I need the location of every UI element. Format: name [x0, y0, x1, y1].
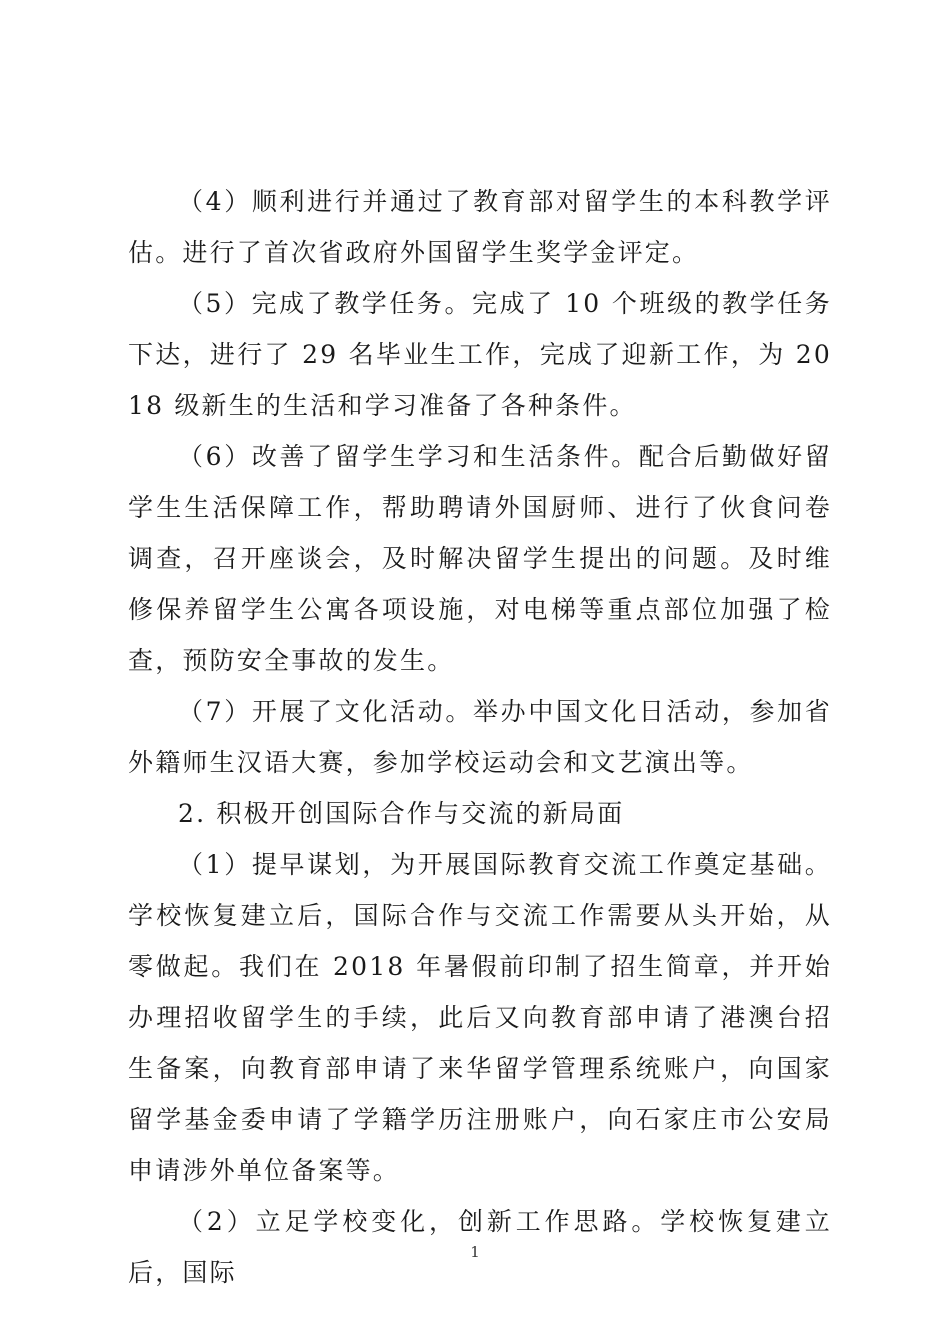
paragraph-subitem-1: （1）提早谋划，为开展国际教育交流工作奠定基础。学校恢复建立后，国际合作与交流工作需要从头开始，从零做起。我们在 2018 年暑假前印制了招生简章，并开始办理招收留学生的手续，此后又向教育部申请了港澳台招生备案，向教育部申请了来华留学管理系统账户，向国家留学基金委申请了学籍学历注册账户，向石家庄市公安局申请涉外单位备案等。 [128, 850, 832, 1185]
paragraph-subitem-2: （2）立足学校变化，创新工作思路。学校恢复建立后，国际 [128, 1207, 832, 1287]
page-number: 1 [470, 1243, 480, 1261]
section-heading-2: 2. 积极开创国际合作与交流的新局面 [178, 799, 625, 828]
paragraph-item-5: （5）完成了教学任务。完成了 10 个班级的教学任务下达，进行了 29 名毕业生工作，完成了迎新工作，为 2018 级新生的生活和学习准备了各种条件。 [128, 289, 832, 420]
paragraph-item-4: （4）顺利进行并通过了教育部对留学生的本科教学评估。进行了首次省政府外国留学生奖学金评定。 [128, 187, 832, 267]
document-body [128, 176, 832, 1298]
paragraph-item-7: （7）开展了文化活动。举办中国文化日活动，参加省外籍师生汉语大赛，参加学校运动会和文艺演出等。 [128, 697, 832, 777]
paragraph-item-6: （6）改善了留学生学习和生活条件。配合后勤做好留学生生活保障工作，帮助聘请外国厨师、进行了伙食问卷调查，召开座谈会，及时解决留学生提出的问题。及时维修保养留学生公寓各项设施，对电梯等重点部位加强了检查，预防安全事故的发生。 [128, 442, 832, 675]
